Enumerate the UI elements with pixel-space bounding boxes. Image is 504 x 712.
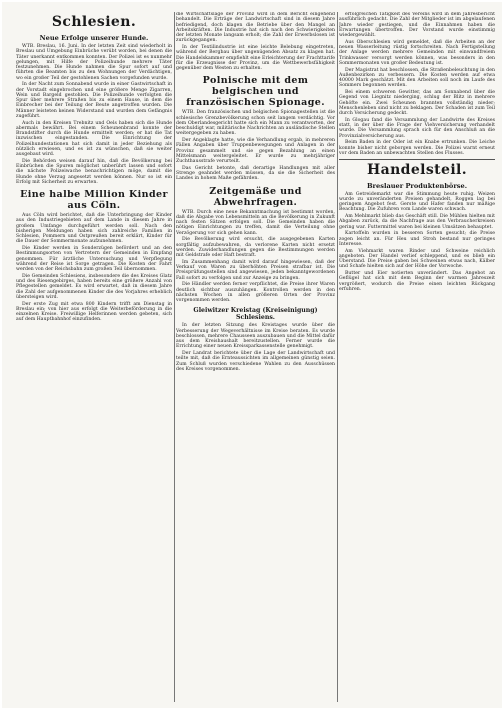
article-paragraph: WTB. Den französischen und belgischen Spionagestellen ist die schlesische Grenzbevölkerung schon seit langem verdächtig. Vor dem Oberlandesgericht hatte sich ein Mann zu verantworten, der beschuldigt war, militärische Nachrichten an ausländische Stellen weitergegeben zu haben. xyxy=(176,110,335,137)
article-paragraph: Auch in den Kreisen Trebnitz und Oels haben sich die Hunde abermals bewährt. Bei einem Scheunenbrand konnte der Brandstifter durch die Hunde ermittelt werden; er hat die Tat inzwischen eingestanden. Die Einrichtung der Polizeihundestationen hat sich damit in jeder Beziehung als nützlich erwiesen, und es ist zu wünschen, daß sie weiter ausgebaut wird. xyxy=(16,120,172,157)
article-paragraph: erfolgreichen Tätigkeit des Vereins wird in dem Jahresbericht ausführlich gedacht. Die Zahl der Mitglieder ist im abgelaufenen Jahre wieder gestiegen, und die Einnahmen haben die Erwartungen übertroffen. Der Vorstand wurde einstimmig wiedergewählt. xyxy=(339,12,495,38)
column-left xyxy=(16,12,172,702)
column-right xyxy=(339,12,495,702)
article-paragraph: In der Nacht zum Sonnabend wurde in einer Gastwirtschaft in der Vorstadt eingebrochen und eine größere Menge Zigarren, Wein und Bargeld gestohlen. Die Polizeihunde verfolgten die Spur über mehrere Straßen bis zu einem Hause, in dem die Einbrecher bei der Teilung der Beute angetroffen wurden. Die Männer leisteten keinen Widerstand und wurden dem Gefängnis zugeführt. xyxy=(16,82,172,119)
article-paragraph: die Wirtschaftslage der Provinz wird in dem Bericht eingehend behandelt. Die Erträge der Landwirtschaft sind in diesem Jahre befriedigend, doch klagen die Betriebe über den Mangel an Arbeitskräften. Die Industrie hat sich nach den Schwierigkeiten der letzten Monate langsam erholt; die Zahl der Erwerbslosen ist zurückgegangen. xyxy=(176,12,335,44)
article-paragraph: Die Bevölkerung wird ersucht, die ausgegebenen Karten sorgfältig aufzubewahren, da verlorene Karten nicht ersetzt werden. Zuwiderhandlungen gegen die Bestimmungen werden mit Geldstrafe oder Haft bestraft. xyxy=(176,237,335,258)
article-paragraph: Das Gericht betonte, daß derartige Handlungen mit aller Strenge geahndet werden müssen, da sie die Sicherheit des Landes in hohem Maße gefährden. xyxy=(176,165,335,182)
column-rule xyxy=(337,12,338,702)
article-paragraph: Aus Oberschlesien wird gemeldet, daß die Arbeiten an der neuen Wasserleitung rüstig fortschreiten. Nach Fertigstellung der Anlage werden mehrere Gemeinden mit einwandfreiem Trinkwasser versorgt werden können, was besonders in den Sommermonaten von großer Bedeutung ist. xyxy=(339,39,495,66)
article-paragraph: Kartoffeln wurden in besseren Sorten gesucht; die Preise zogen leicht an. Für Heu und Stroh bestand nur geringes Interesse. xyxy=(339,231,495,247)
article-paragraph: WTB. Durch eine neue Bekanntmachung ist bestimmt worden, daß die Abgabe von Lebensmitteln an die Bevölkerung in Zukunft nach festen Sätzen erfolgen soll. Die Gemeinden haben die nötigen Einrichtungen zu treffen, damit die Verteilung ohne Verzögerung vor sich gehen kann. xyxy=(176,209,335,236)
article-paragraph: Im Zusammenhang damit wird darauf hingewiesen, daß der Verkauf von Waren zu überhöhten Preisen strafbar ist. Die Preisprüfungsstellen sind angewiesen, jeden bekanntgewordenen Fall sofort zu verfolgen und zur Anzeige zu bringen. xyxy=(176,259,335,281)
article-paragraph: Am Mehlmarkt blieb das Geschäft still. Die Mühlen hielten mit Abgaben zurück, da die Nachfrage aus den Verbraucherkreisen gering war. Futtermittel waren bei kleinen Umsätzen behauptet. xyxy=(339,214,495,230)
article-paragraph: Der Angeklagte hatte, wie die Verhandlung ergab, in mehreren Fällen Angaben über Truppenbewegungen und Anlagen in der Provinz gesammelt und sie gegen Bezahlung an einen Mittelsmann weitergeleitet. Er wurde zu mehrjähriger Zuchthausstrafe verurteilt. xyxy=(176,138,335,164)
article-paragraph: In der Textilindustrie ist eine leichte Belebung eingetreten, während der Bergbau über ungenügenden Absatz zu klagen hat. Die Handelskammer empfiehlt eine Erleichterung der Frachttarife für die Erzeugnisse der Provinz, um die Wettbewerbsfähigkeit gegenüber dem Westen zu erhalten. xyxy=(176,45,335,71)
article-heading: Neue Erfolge unserer Hunde. xyxy=(39,34,149,42)
article-heading: Polnische mit dem belgischen und französischen Spionage. xyxy=(186,75,325,109)
article-paragraph: Der erste Zug mit etwa 800 Kindern trifft am Dienstag in Breslau ein; von hier aus erfolgt die Weiterbeförderung in die einzelnen Kreise. Freiwillige Helferinnen werden gebeten, sich auf dem Hauptbahnhof einzufinden. xyxy=(16,301,172,323)
article-paragraph: Am Getreidemarkt war die Stimmung heute ruhig. Weizen wurde zu unveränderten Preisen gehandelt, Roggen lag bei geringem Angebot fest. Gerste und Hafer fanden nur mäßige Beachtung. Die Zufuhren vom Lande waren schwach. xyxy=(339,191,495,213)
article-paragraph: In der letzten Sitzung des Kreistages wurde über die Verbesserung der Wegeverhältnisse im Kreise beraten. Es wurde beschlossen, mehrere Chausseen auszubauen und die Mittel dafür aus dem Kreishaushalt bereitzustellen. Ferner wurde die Errichtung einer neuen Kreissparkassenstelle genehmigt. xyxy=(176,323,335,350)
article-paragraph: Die Händler werden ferner verpflichtet, die Preise ihrer Waren deutlich sichtbar auszuhängen. Kontrollen werden in den nächsten Wochen in allen größeren Orten der Provinz vorgenommen werden. xyxy=(176,282,335,303)
article-paragraph: Die Kinder werden in Sonderzügen befördert und an den Bestimmungsorten von Vertretern der Gemeinden in Empfang genommen. Für ärztliche Untersuchung und Verpflegung während der Reise ist Sorge getragen. Die Kosten der Fahrt werden von der Reichsbahn zum großen Teil übernommen. xyxy=(16,246,172,272)
article-paragraph: Bei einem schweren Gewitter, das am Sonnabend über die Gegend von Liegnitz niederging, schlug der Blitz in mehrere Gehöfte ein. Zwei Scheunen brannten vollständig nieder; Menschenleben sind nicht zu beklagen. Der Schaden ist zum Teil durch Versicherung gedeckt. xyxy=(339,90,495,116)
article-paragraph: Der Landrat berichtete über die Lage der Landwirtschaft und teilte mit, daß die Ernteaussichten im allgemeinen günstig seien. Zum Schluß wurden verschiedene Wahlen zu den Ausschüssen des Kreises vorgenommen. xyxy=(176,351,335,372)
article-heading: Gleiwitzer Kreistag (Kreiseinigung) Schlesiens. xyxy=(193,307,318,322)
section-heading: Handelsteil. xyxy=(366,161,468,178)
article-paragraph: Am Viehmarkt waren Rinder und Schweine reichlich angeboten. Der Handel verlief schleppend, und es blieb ein Überstand. Die Preise gaben bei Schweinen etwas nach, Kälber und Schafe hielten sich auf der Höhe der Vorwoche. xyxy=(339,248,495,270)
newspaper-page xyxy=(2,2,502,708)
article-paragraph: Aus Cöln wird berichtet, daß die Unterbringung der Kinder aus den Industriegebieten auf dem Lande in diesem Jahre in großem Umfange durchgeführt werden soll. Nach den bisherigen Meldungen haben sich zahlreiche Familien in Schlesien, Pommern und Ostpreußen bereit erklärt, Kinder für die Dauer der Sommermonate aufzunehmen. xyxy=(16,213,172,245)
section-divider xyxy=(339,159,495,160)
article-heading: Breslauer Produktenbörse. xyxy=(366,181,467,190)
article-paragraph: Die Gemeinden Schlesiens, insbesondere die des Kreises Glatz und des Riesengebirges, haben bereits eine größere Anzahl von Pflegestellen gemeldet. Es wird erwartet, daß in diesem Jahre die Zahl der aufgenommenen Kinder die des Vorjahres erheblich übersteigen wird. xyxy=(16,273,172,300)
column-middle xyxy=(176,12,335,702)
article-heading: Eine halbe Million Kinder aus Cöln. xyxy=(20,189,168,211)
article-paragraph: Die Behörden weisen darauf hin, daß die Bevölkerung bei Einbrüchen die Spuren möglichst unberührt lassen und sofort die nächste Polizeiwache benachrichtigen möge, damit die Hunde ohne Verzug angesetzt werden können. Nur so ist ein Erfolg mit Sicherheit zu erwarten. xyxy=(16,158,172,185)
article-paragraph: Beim Baden in der Oder ist ein Knabe ertrunken. Die Leiche konnte bisher nicht geborgen werden. Die Polizei warnt erneut vor dem Baden an unbewachten Stellen des Flusses. xyxy=(339,140,495,156)
section-heading: Schlesien. xyxy=(51,14,137,30)
column-rule xyxy=(174,12,175,702)
article-paragraph: Der Magistrat hat beschlossen, die Straßenbeleuchtung in den Außenbezirken zu verbessern. Die Kosten werden auf etwa 40000 Mark geschätzt. Mit den Arbeiten soll noch im Laufe des Sommers begonnen werden. xyxy=(339,67,495,89)
article-heading: Zeitgemäße und Abwehrfragen. xyxy=(209,185,302,208)
article-paragraph: In Glogau fand die Versammlung der Landwirte des Kreises statt, in der über die Frage der Viehversicherung verhandelt wurde. Die Versammlung sprach sich für den Anschluß an die Provinzialversicherung aus. xyxy=(339,117,495,139)
article-paragraph: Butter und Eier notierten unverändert. Das Angebot an Geflügel hat sich mit dem Beginn der warmen Jahreszeit vergrößert, wodurch die Preise einen leichten Rückgang erfuhren. xyxy=(339,271,495,292)
article-paragraph: WTB. Breslau, 16. Juni. In der letzten Zeit sind wiederholt in Breslau und Umgebung Einbrüche verübt worden, bei denen die Täter unerkannt entkommen konnten. Der Polizei ist es nunmehr gelungen, mit Hilfe der Polizeihunde mehrere Täter festzunehmen. Die Hunde nahmen die Spur sofort auf und führten die Beamten bis zu den Wohnungen der Verdächtigen, wo ein großer Teil der gestohlenen Sachen vorgefunden wurde. xyxy=(16,44,172,81)
